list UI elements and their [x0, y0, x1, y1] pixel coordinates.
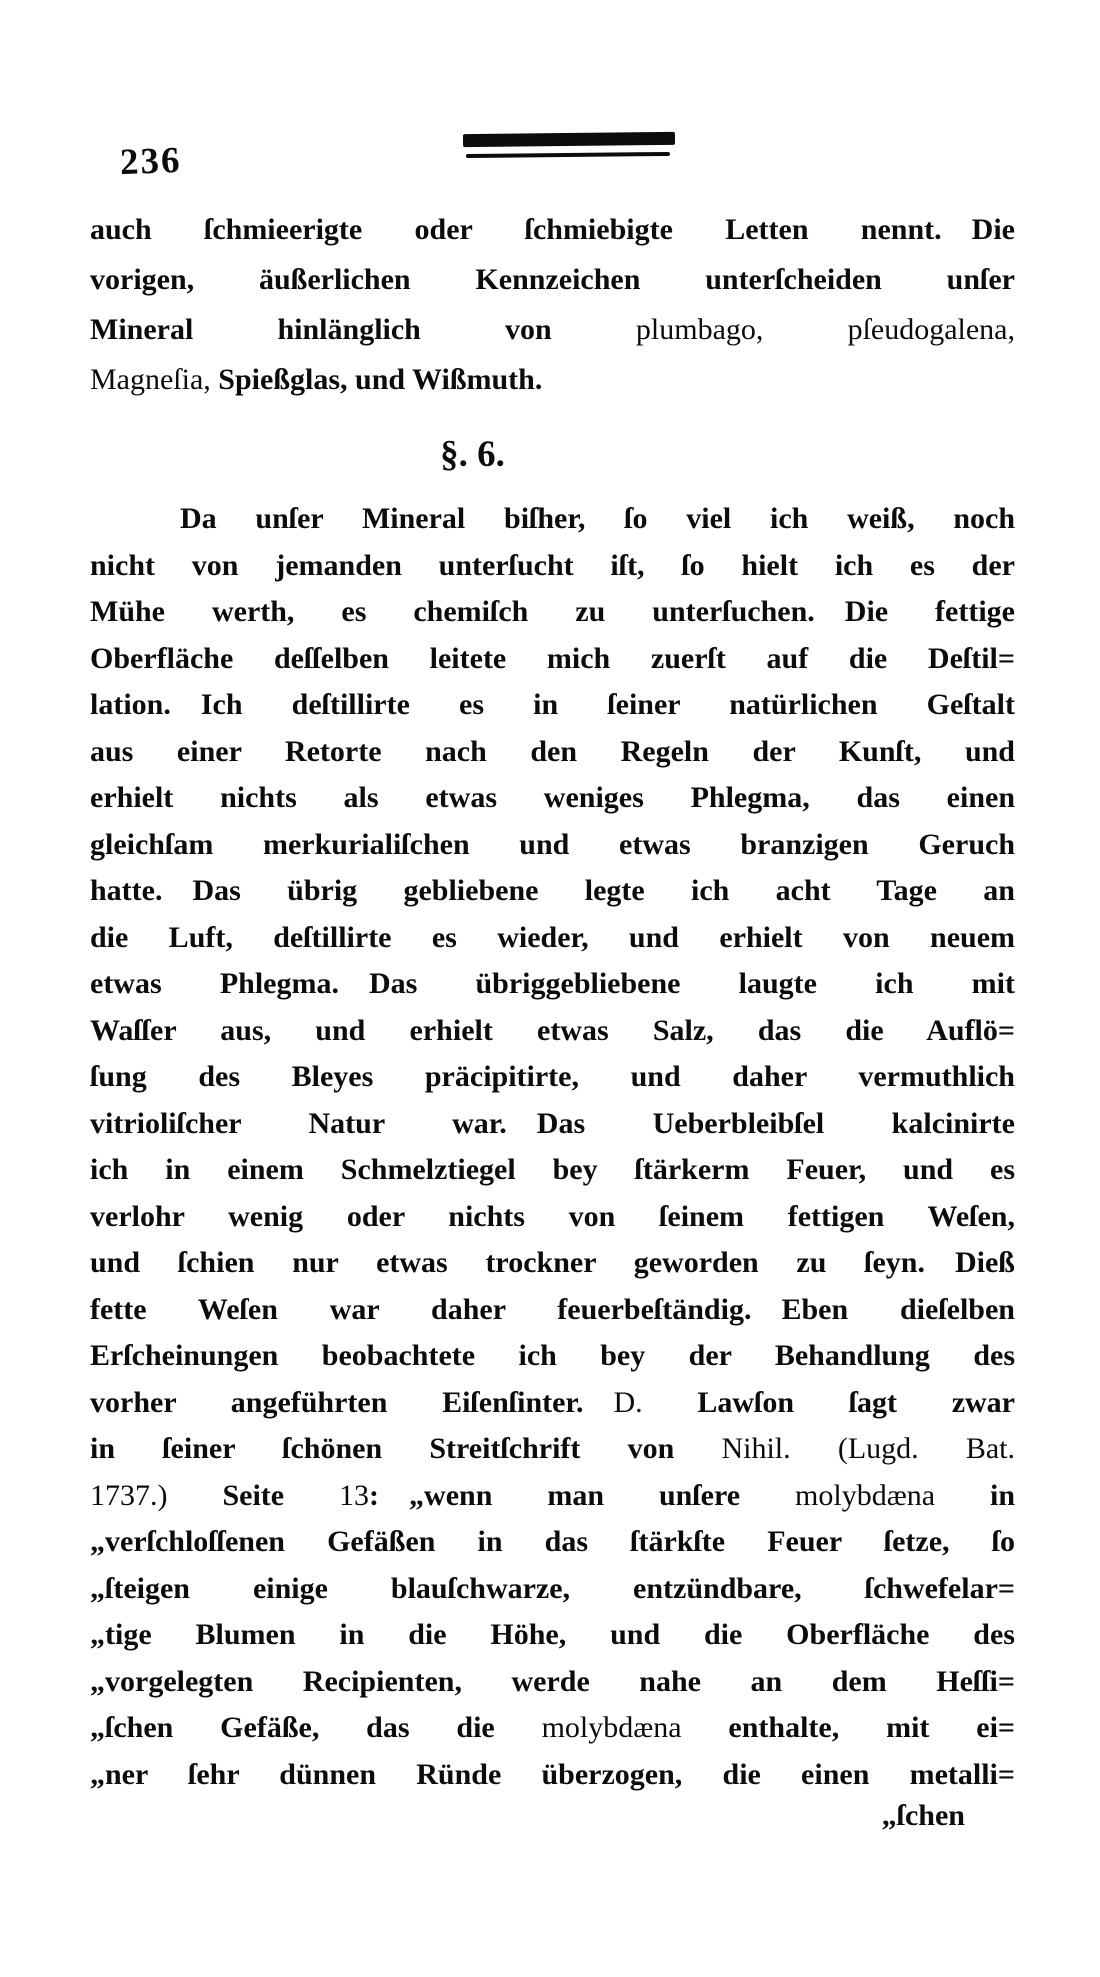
text-line	[90, 255, 1015, 305]
text-line	[90, 1426, 1015, 1473]
text-segment-antiqua: D.	[613, 1385, 643, 1419]
text-segment-fraktur: : „wenn man unſere	[369, 1478, 796, 1512]
text-line	[90, 915, 1015, 962]
text-line	[90, 1147, 1015, 1194]
body-paragraph	[90, 496, 1015, 1798]
text-segment-fraktur: Mineral hinlänglich von	[90, 313, 636, 346]
text-line	[90, 496, 1015, 543]
text-segment-fraktur: vorher angeführten Eiſenſinter.	[90, 1385, 614, 1419]
text-line	[90, 1333, 1015, 1380]
text-segment-fraktur: Erſcheinungen beobachtete ich bey der Behandlung des	[90, 1339, 1015, 1372]
text-line	[90, 589, 1015, 636]
catchword-container	[90, 1799, 1015, 1833]
section-heading-label: §. 6.	[440, 434, 505, 475]
text-line	[90, 729, 1015, 776]
text-segment-fraktur: enthalte, mit ei=	[681, 1711, 1015, 1744]
text-segment-fraktur: aus einer Retorte nach den Regeln der Kunſt, und	[90, 734, 1015, 768]
text-line	[90, 1473, 1015, 1520]
text-line	[90, 205, 1015, 255]
intro-paragraph	[90, 205, 1015, 405]
text-line	[90, 305, 1015, 355]
text-line	[90, 1287, 1015, 1334]
text-segment-fraktur: Da unſer Mineral biſher, ſo viel ich weiß, noch	[180, 502, 1015, 535]
text-segment-fraktur: „tige Blumen in die Höhe, und die Oberfläche des	[90, 1618, 1015, 1651]
text-segment-fraktur: in ſeiner ſchönen Streitſchrift von	[90, 1432, 722, 1465]
text-segment-fraktur: Waſſer aus, und erhielt etwas Salz, das die Auflö=	[90, 1013, 1015, 1047]
text-segment-antiqua: molybdæna	[541, 1711, 682, 1744]
text-segment-fraktur: ſung des Bleyes präcipitirte, und daher vermuthlich	[90, 1060, 1015, 1093]
text-line	[90, 1519, 1015, 1566]
text-line	[90, 1612, 1015, 1659]
text-segment-fraktur: Spießglas, und Wißmuth.	[210, 363, 543, 396]
text-line	[90, 1659, 1015, 1706]
text-segment-fraktur: Lawſon ſagt zwar	[642, 1385, 1015, 1419]
text-line	[90, 1240, 1015, 1287]
text-line	[90, 682, 1015, 729]
text-segment-antiqua: Magneſia,	[90, 363, 211, 396]
text-segment-fraktur: ich in einem Schmelztiegel bey ſtärkerm Feuer, und es	[90, 1153, 1015, 1186]
catchword: „ſchen	[881, 1799, 965, 1832]
text-segment-fraktur: vitrioliſcher Natur war. Das Ueberbleibſel kalcinirte	[90, 1106, 1015, 1140]
text-segment-fraktur: in	[935, 1478, 1016, 1512]
text-line	[90, 961, 1015, 1008]
text-segment-fraktur: vorigen, äußerlichen Kennzeichen unterſcheiden unſer	[90, 263, 1015, 296]
text-segment-fraktur: „ner ſehr dünnen Ründe überzogen, die einen metalli=	[90, 1757, 1015, 1791]
text-segment-fraktur: verlohr wenig oder nichts von ſeinem fettigen Weſen,	[90, 1199, 1015, 1233]
text-segment-fraktur: Mühe werth, es chemiſch zu unterſuchen. Die fettige	[90, 595, 1015, 628]
section-divider-rule	[463, 133, 675, 157]
page-number: 236	[119, 139, 183, 184]
section-heading	[90, 433, 1015, 476]
text-segment-fraktur: gleichſam merkurialiſchen und etwas branzigen Geruch	[90, 827, 1015, 861]
text-line	[90, 1752, 1015, 1799]
text-line	[90, 1566, 1015, 1613]
text-line	[90, 543, 1015, 590]
text-line	[90, 1380, 1015, 1427]
text-segment-fraktur: „ſteigen einige blauſchwarze, entzündbare, ſchwefelar=	[90, 1571, 1015, 1605]
text-segment-fraktur: „vorgelegten Recipienten, werde nahe an dem Heſſi=	[90, 1664, 1015, 1698]
text-segment-antiqua: 13	[339, 1478, 370, 1512]
text-line	[90, 868, 1015, 915]
text-line	[90, 822, 1015, 869]
text-line	[90, 636, 1015, 683]
text-line	[90, 1008, 1015, 1055]
text-segment-antiqua: 1737.)	[90, 1478, 168, 1512]
text-line	[90, 1054, 1015, 1101]
text-segment-fraktur: lation. Ich deſtillirte es in ſeiner natürlichen Geſtalt	[90, 688, 1015, 721]
text-line	[90, 1101, 1015, 1148]
divider-thin-rule	[466, 152, 670, 158]
text-segment-fraktur: „ſchen Gefäße, das die	[90, 1711, 542, 1744]
text-segment-fraktur: Seite	[167, 1478, 340, 1512]
text-segment-fraktur: nicht von jemanden unterſucht iſt, ſo hielt ich es der	[90, 548, 1015, 582]
text-segment-fraktur: Oberfläche deſſelben leitete mich zuerſt auf die Deſtil=	[90, 641, 1015, 675]
text-segment-antiqua: Nihil. (Lugd. Bat.	[721, 1432, 1015, 1465]
text-segment-fraktur: hatte. Das übrig gebliebene legte ich acht Tage an	[90, 874, 1015, 907]
text-segment-fraktur: fette Weſen war daher feuerbeſtändig. Eben dieſelben	[90, 1292, 1015, 1326]
text-line	[90, 775, 1015, 822]
divider-thick-rule	[463, 132, 675, 147]
text-segment-fraktur: erhielt nichts als etwas weniges Phlegma, das einen	[90, 781, 1015, 814]
text-segment-antiqua: molybdæna	[795, 1478, 936, 1512]
text-segment-fraktur: „verſchloſſenen Gefäßen in das ſtärkſte Feuer ſetze, ſo	[90, 1525, 1015, 1558]
text-segment-fraktur: auch ſchmieerigte oder ſchmiebigte Letten nennt. Die	[90, 213, 1015, 246]
text-segment-fraktur: und ſchien nur etwas trockner geworden zu ſeyn. Dieß	[90, 1246, 1015, 1279]
text-line	[90, 1705, 1015, 1752]
text-segment-fraktur: die Luft, deſtillirte es wieder, und erhielt von neuem	[90, 920, 1015, 954]
text-line	[90, 355, 1015, 405]
text-line	[90, 1194, 1015, 1241]
text-segment-antiqua: plumbago, pſeudogalena,	[635, 313, 1015, 346]
text-segment-fraktur: etwas Phlegma. Das übriggebliebene laugte ich mit	[90, 967, 1015, 1000]
